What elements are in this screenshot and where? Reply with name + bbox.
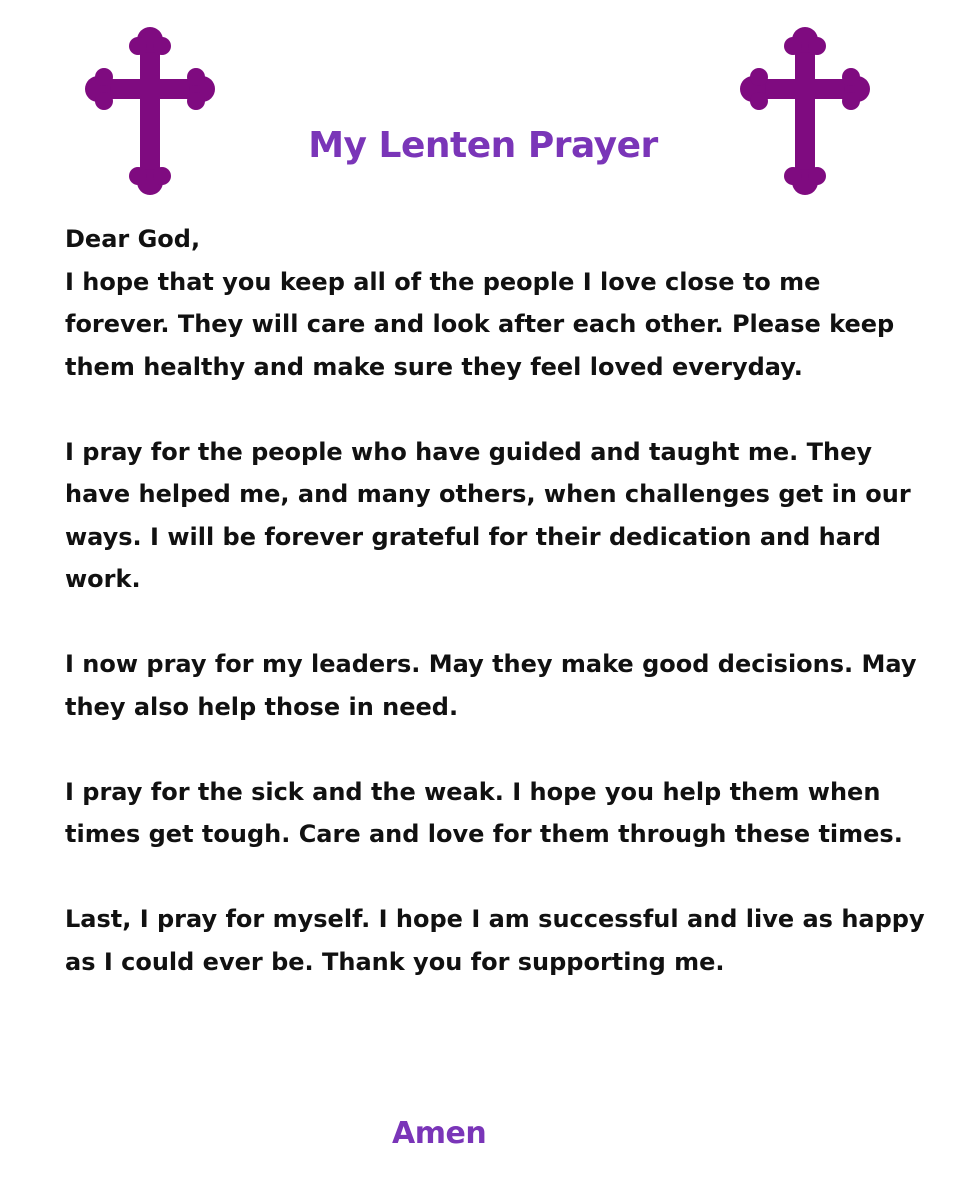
page-title: My Lenten Prayer: [308, 125, 658, 166]
prayer-paragraph: Last, I pray for myself. I hope I am successful and live as happy as I could ever be. Thank you for supporting me.: [65, 905, 925, 976]
prayer-body: [65, 218, 925, 983]
prayer-paragraph: I now pray for my leaders. May they make good decisions. May they also help those in need.: [65, 650, 917, 721]
prayer-paragraph: I hope that you keep all of the people I love close to me forever. They will care and look after each other. Please keep them healthy and make sure they feel loved everyday.: [65, 267, 895, 381]
prayer-paragraph: I pray for the sick and the weak. I hope you help them when times get tough. Care and love for them through these times.: [65, 777, 903, 848]
salutation: Dear God,: [65, 225, 201, 253]
budded-cross-icon: [85, 26, 215, 196]
prayer-paragraph: I pray for the people who have guided and taught me. They have helped me, and many others, when challenges get in our ways. I will be forever grateful for their dedication and hard work.: [65, 437, 911, 593]
budded-cross-icon: [740, 26, 870, 196]
closing-amen: Amen: [392, 1116, 487, 1151]
